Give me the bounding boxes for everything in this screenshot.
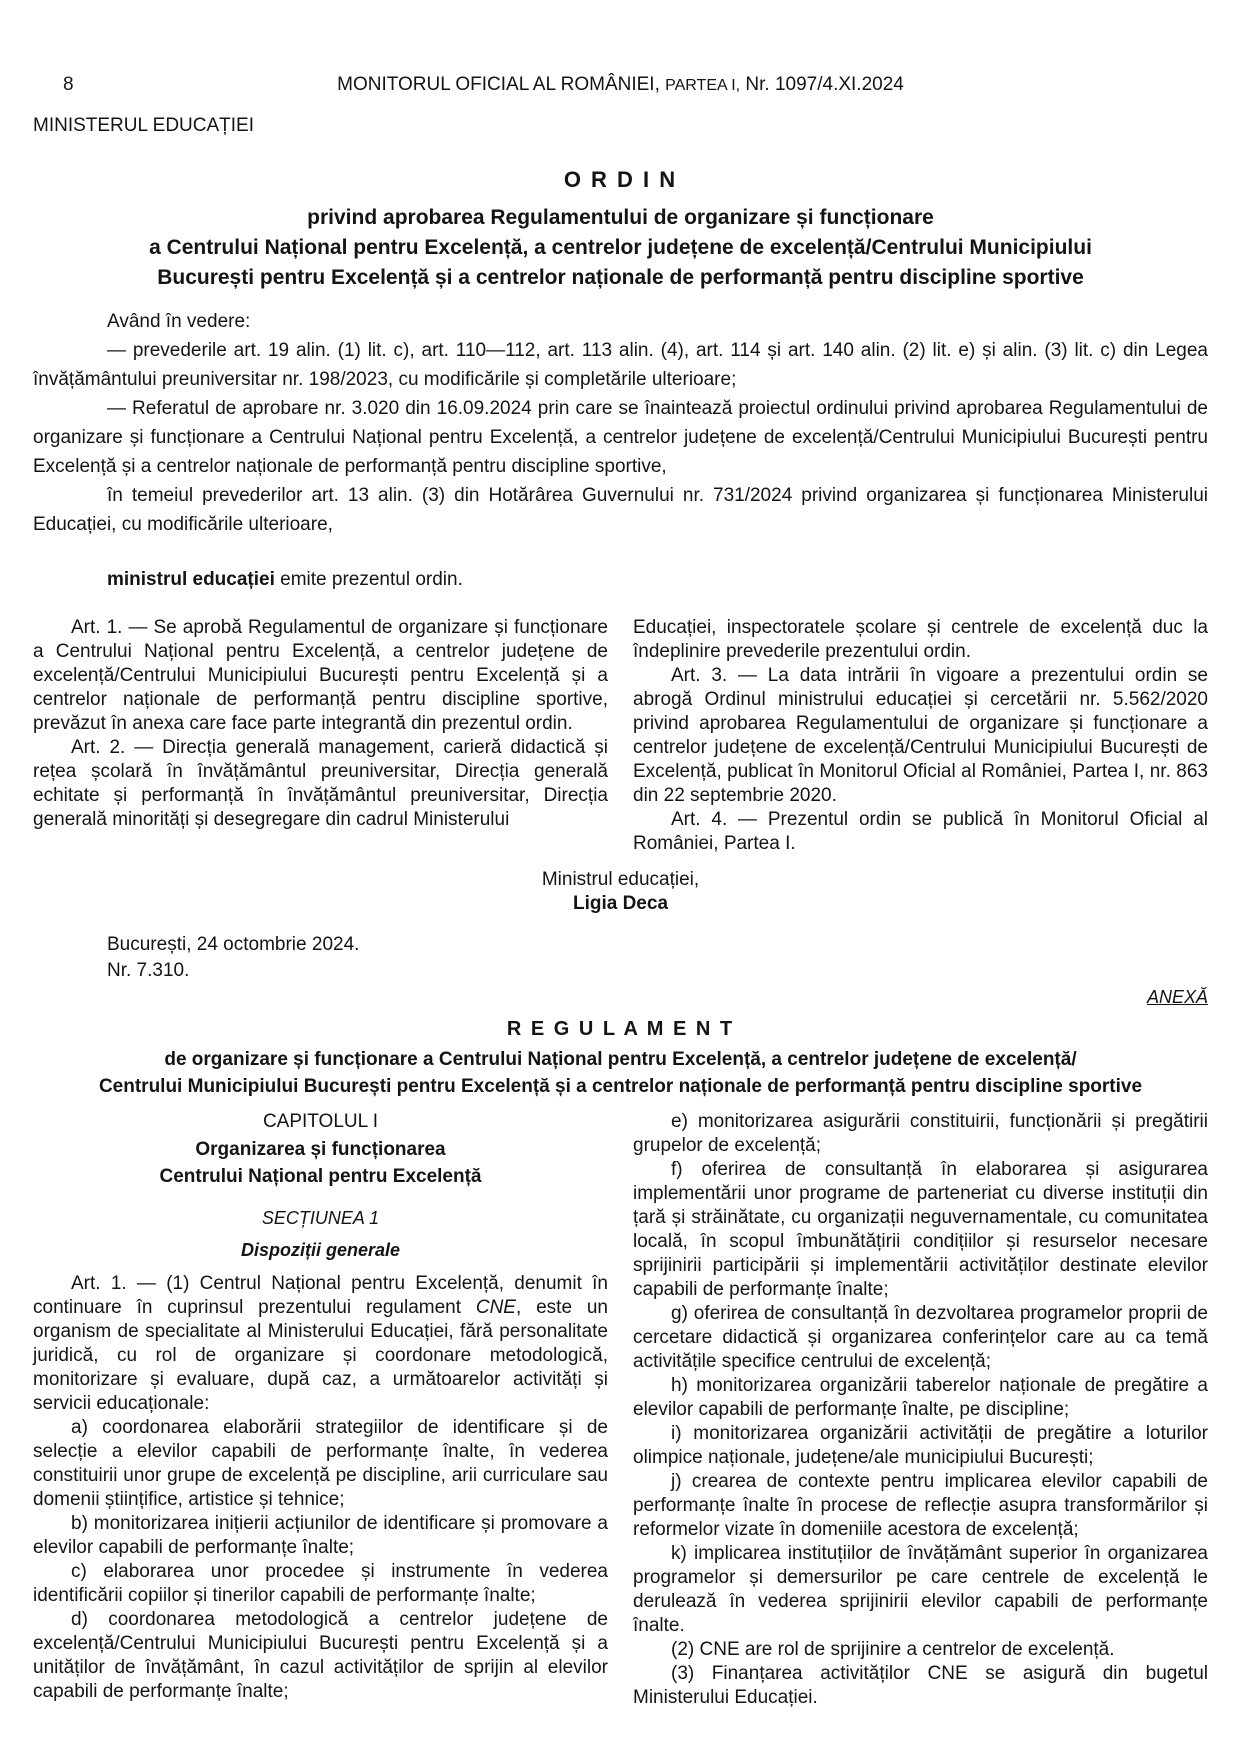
issue-details (33, 932, 1208, 984)
list-item: a) coordonarea elaborării strategiilor de identificare și de selecție a elevilor capabili de performanțe înalte, în vederea constituirii unor grupe de excelență pe discipline, arii curriculare sau domenii științifice, artistice și tehnice; (33, 1417, 608, 1510)
chapter-title-line: Centrului Național pentru Excelență (159, 1166, 482, 1187)
article-paragraph: Art. 3. — La data intrării în vigoare a prezentului ordin se abrogă Ordinul ministrului educației și cercetării nr. 5.562/2020 privind aprobarea Regulamentului de organizare și funcționare a centrelor județene de excelență/Centrului Municipiului București de Excelență, publicat în Monitorul Oficial al României, Partea I, nr. 863 din 22 septembrie 2020. (633, 665, 1208, 806)
order-subtitle-line: București pentru Excelență și a centrelor naționale de performanță pentru discipline sportive (157, 266, 1084, 289)
gazette-part: PARTEA I, (665, 77, 741, 94)
signature-name: Ligia Deca (572, 893, 669, 914)
minister-emphasis: ministrul educației (107, 569, 275, 590)
gazette-issue: Nr. 1097/4.XI.2024 (745, 74, 904, 95)
list-item: b) monitorizarea inițierii acțiunilor de identificare și promovare a elevilor capabili de performanțe înalte; (33, 1513, 608, 1558)
list-item: i) monitorizarea organizării activității de pregătire a loturilor olimpice naționale, județene/ale municipiului București; (633, 1423, 1208, 1468)
list-item: c) elaborarea unor procedee și instrumente în vederea identificării copiilor și tinerilor capabili de performanțe înalte; (33, 1561, 608, 1606)
article-paragraph: Art. 4. — Prezentul ordin se publică în Monitorul Oficial al României, Partea I. (633, 809, 1208, 854)
order-articles-right-column (633, 616, 1208, 856)
chapter-label: CAPITOLUL I (262, 1111, 379, 1132)
regulation-subtitle (33, 1046, 1208, 1100)
order-subtitle (33, 203, 1208, 293)
article-paragraph: Art. 2. — Direcția generală management, carieră didactică și rețea școlară în învățământul preuniversitar, Direcția generală echitate și performanță în învățământul preuniversitar, Direcția generală minorități și desegregare din cadrul Ministerului (33, 737, 608, 830)
preamble-paragraph: în temeiul prevederilor art. 13 alin. (3) din Hotărârea Guvernului nr. 731/2024 privind organizarea și funcționarea Ministerului Educației, cu modificările ulterioare, (33, 485, 1208, 535)
regulation-subtitle-line: Centrului Municipiului București pentru Excelență și a centrelor naționale de performanță pentru discipline sportive (98, 1076, 1143, 1097)
running-header (33, 74, 1208, 97)
order-articles-left-column (33, 616, 608, 856)
regulation-body (33, 1110, 1208, 1710)
enactment-rest: emite prezentul ordin. (274, 569, 463, 590)
section-label: SECȚIUNEA 1 (261, 1208, 380, 1228)
order-articles (33, 616, 1208, 856)
list-item: d) coordonarea metodologică a centrelor județene de excelență/Centrului Municipiului București pentru Excelență și a unităților de învățământ, în cazul activităților de sprijin al elevilor capabili de performanțe înalte; (33, 1609, 608, 1702)
section-title: Dispoziții generale (240, 1240, 401, 1260)
annex-label: ANEXĂ (1146, 987, 1208, 1007)
article-text: , este un organism de specialitate al Ministerului Educației, fără personalitate juridică, cu rol de organizare și coordonare metodologică, monitorizare și evaluare, după caz, a următoarelor activități și servicii educaționale: (33, 1297, 609, 1414)
enactment-line (33, 565, 1208, 594)
list-item: f) oferirea de consultanță în elaborarea și asigurarea implementării unor programe de parteneriat cu diverse instituții din țară și străinătate, cu organizații neguvernamentale, cu comunitatea locală, în scopul îmbunătățirii condițiilor și resurselor necesare sprijinirii participării și implementării activităților destinate elevilor capabili de performanțe înalte; (633, 1159, 1208, 1300)
list-item: (3) Finanțarea activităților CNE se asigură din bugetul Ministerului Educației. (633, 1663, 1208, 1708)
regulation-left-column (33, 1110, 608, 1710)
list-item: h) monitorizarea organizării taberelor naționale de pregătire a elevilor capabili de performanțe înalte, pe discipline; (633, 1375, 1208, 1420)
article-paragraph: Educației, inspectoratele școlare și centrele de excelență duc la îndeplinire prevederile prezentului ordin. (633, 617, 1208, 662)
signature-block (33, 868, 1208, 916)
list-item: g) oferirea de consultanță în dezvoltarea programelor proprii de cercetare didactică și organizarea conferințelor care au ca temă activitățile specifice centrului de excelență; (633, 1303, 1208, 1372)
page-number: 8 (63, 74, 74, 95)
order-title: O R D I N (563, 167, 678, 192)
chapter-title-line: Organizarea și funcționarea (195, 1139, 446, 1160)
preamble-paragraph: — Referatul de aprobare nr. 3.020 din 16.09.2024 prin care se înaintează proiectul ordinului privind aprobarea Regulamentului de organizare și funcționare a Centrului Național pentru Excelență, a centrelor județene de excelență/Centrului Municipiului București pentru Excelență și a centrelor naționale de performanță pentru discipline sportive, (33, 398, 1208, 477)
list-item: (2) CNE are rol de sprijinire a centrelor de excelență. (671, 1639, 1115, 1660)
list-item: k) implicarea instituțiilor de învățământ superior în organizarea programelor și demersurilor pe care centrele de excelență le derulează în vederea sprijinirii elevilor capabili de performanțe înalte. (633, 1543, 1208, 1636)
order-number-line: Nr. 7.310. (107, 960, 190, 981)
article-paragraph (33, 1272, 608, 1416)
annex-marker (33, 986, 1208, 1008)
regulation-right-column (633, 1110, 1208, 1710)
order-subtitle-line: a Centrului Național pentru Excelență, a centrelor județene de excelență/Centrului Municipiului (149, 236, 1092, 259)
regulation-subtitle-line: de organizare și funcționare a Centrului Național pentru Excelență, a centrelor județene de excelență/ (164, 1049, 1077, 1070)
place-date-line: București, 24 octombrie 2024. (107, 934, 360, 955)
signature-role: Ministrul educației, (541, 869, 700, 890)
order-subtitle-line: privind aprobarea Regulamentului de organizare și funcționare (307, 206, 934, 229)
preamble-paragraph: Având în vedere: (107, 311, 251, 332)
list-item: j) crearea de contexte pentru implicarea elevilor capabili de performanțe înalte în procese de reflecție asupra transformărilor și reformelor vizate în domeniile acestora de excelență; (633, 1471, 1208, 1540)
preamble (33, 307, 1208, 539)
regulation-title: R E G U L A M E N T (506, 1018, 735, 1040)
ministry-label: MINISTERUL EDUCAȚIEI (33, 115, 254, 136)
article-text: Art. 1. — (1) Centrul Național pentru Excelență, denumit în continuare în cuprinsul prezentului regulament (33, 1273, 608, 1318)
gazette-title: MONITORUL OFICIAL AL ROMÂNIEI, (337, 74, 660, 95)
cne-abbreviation: CNE (475, 1297, 516, 1318)
article-paragraph: Art. 1. — Se aprobă Regulamentul de organizare și funcționare a Centrului Național pentru Excelență, a centrelor județene de excelență/Centrului Municipiului București pentru Excelență și a centrelor naționale de performanță pentru discipline sportive, prevăzut în anexa care face parte integrantă din prezentul ordin. (33, 617, 608, 734)
preamble-paragraph: — prevederile art. 19 alin. (1) lit. c), art. 110—112, art. 113 alin. (4), art. 114 și art. 140 alin. (2) lit. e) și alin. (3) lit. c) din Legea învățământului preuniversitar nr. 198/2023, cu modificările și completările ulterioare; (33, 340, 1208, 390)
chapter-title (33, 1136, 608, 1190)
list-item: e) monitorizarea asigurării constituirii, funcționării și pregătirii grupelor de excelență; (633, 1111, 1208, 1156)
